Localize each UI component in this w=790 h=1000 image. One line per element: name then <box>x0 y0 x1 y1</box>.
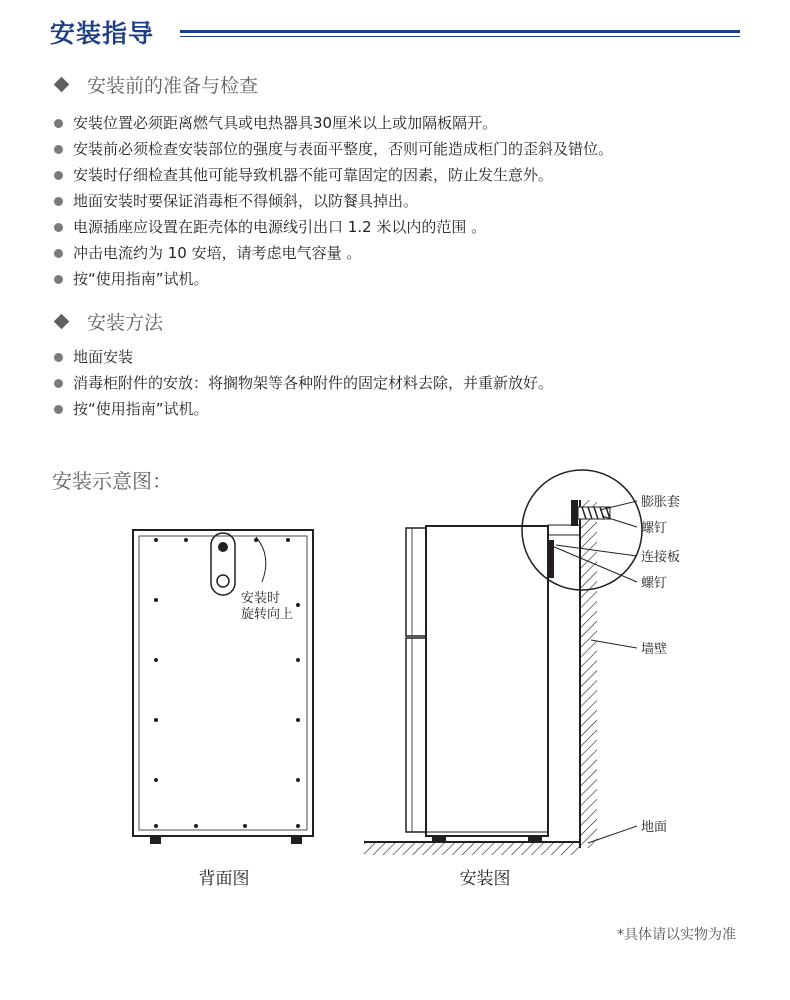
section-heading-text: 安装方法 <box>87 312 164 334</box>
install-view-label: 安装图 <box>459 869 511 889</box>
list-item-text: 安装前必须检查安装部位的强度与表面平整度，否则可能造成柜门的歪斜及错位。 <box>73 140 614 158</box>
install-foot-right <box>528 836 542 842</box>
cabinet-back-inner-edge <box>139 536 307 830</box>
section-heading-text: 安装前的准备与检查 <box>87 75 259 97</box>
list-item-text: 安装位置必须距离燃气具或电热器具30厘米以上或加隔板隔开。 <box>73 114 498 132</box>
footnote: *具体请以实物为准 <box>617 927 736 943</box>
callout-connecting-plate: 连接板 <box>641 550 681 565</box>
wall-hatch <box>580 500 597 848</box>
back-view-drawing <box>133 530 313 889</box>
back-note-line1: 安装时 <box>241 591 281 606</box>
rotating-bracket-icon <box>211 533 235 595</box>
list-item-text: 安装时仔细检查其他可能导致机器不能可靠固定的因素，防止发生意外。 <box>73 166 554 184</box>
back-foot-right <box>291 836 302 844</box>
back-foot-left <box>150 836 161 844</box>
floor-hatch <box>364 842 580 855</box>
connecting-plate-icon <box>548 540 554 578</box>
list-item-text: 冲击电流约为 10 安培，请考虑电气容量 。 <box>73 244 362 262</box>
list-item-text: 电源插座应设置在距壳体的电源线引出口 1.2 米以内的范围 。 <box>73 218 487 236</box>
list-item-text: 地面安装 <box>73 348 134 366</box>
list-item-text: 地面安装时要保证消毒柜不得倾斜，以防餐具掉出。 <box>73 192 419 210</box>
list-item-text: 按“使用指南”试机。 <box>73 400 209 418</box>
install-view-drawing <box>364 470 680 889</box>
page-title: 安装指导 <box>50 19 155 48</box>
callout-expansion-sleeve: 膨胀套 <box>641 495 681 510</box>
upper-door <box>406 528 426 636</box>
back-view-label: 背面图 <box>198 869 250 889</box>
callout-screw-bottom: 螺钉 <box>641 576 668 591</box>
callout-floor: 地面 <box>641 820 668 835</box>
diagram-caption: 安装示意图： <box>52 469 172 493</box>
list-item-text: 按“使用指南”试机。 <box>73 270 209 288</box>
list-item-text: 消毒柜附件的安放：将搁物架等各种附件的固定材料去除，并重新放好。 <box>73 374 554 392</box>
cabinet-back-outline <box>133 530 313 836</box>
rotate-arrow-icon <box>256 537 266 582</box>
callout-wall: 墙壁 <box>641 642 668 657</box>
lower-door <box>406 638 426 832</box>
screw-dots <box>154 538 300 828</box>
back-note-line2: 旋转向上 <box>241 607 294 622</box>
install-foot-left <box>432 836 446 842</box>
callout-screw-top: 螺钉 <box>641 521 668 536</box>
cabinet-side-body <box>426 526 548 836</box>
